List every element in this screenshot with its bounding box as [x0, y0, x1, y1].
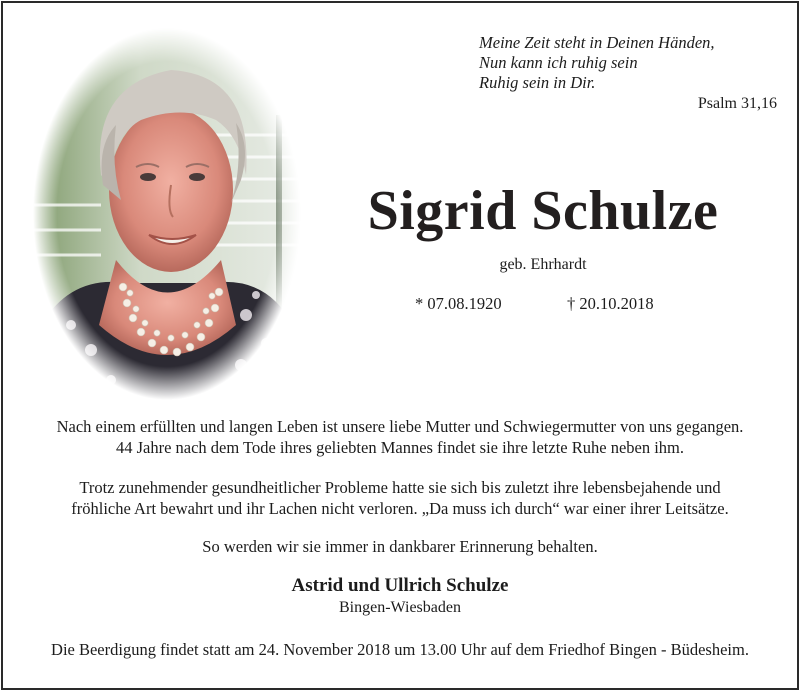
obituary-notice — [1, 1, 799, 690]
paragraph-character — [13, 477, 787, 519]
deceased-name: Sigrid Schulze — [367, 180, 719, 242]
birth-name: geb. Ehrhardt — [499, 256, 587, 273]
death-date: † 20.10.2018 — [567, 294, 654, 313]
verse-line: Meine Zeit steht in Deinen Händen, — [479, 33, 715, 52]
paragraph-remembrance — [13, 536, 787, 557]
verse-line: Nun kann ich ruhig sein — [479, 53, 638, 72]
paragraph-line: 44 Jahre nach dem Tode ihres geliebten Mannes findet sie ihre letzte Ruhe neben ihm. — [115, 438, 685, 457]
mourners-location: Bingen-Wiesbaden — [339, 599, 461, 616]
paragraph-line: So werden wir sie immer in dankbarer Erinnerung behalten. — [202, 537, 598, 556]
birth-date: * 07.08.1920 — [415, 294, 502, 313]
verse-line: Ruhig sein in Dir. — [479, 73, 596, 92]
paragraph-tribute — [13, 416, 787, 458]
verse-reference: Psalm 31,16 — [697, 95, 777, 112]
paragraph-line: Nach einem erfüllten und langen Leben ist unsere liebe Mutter und Schwiegermutter von uns gegangen. — [56, 417, 744, 436]
paragraph-line: Trotz zunehmender gesundheitlicher Probleme hatte sie sich bis zuletzt ihre lebensbejahende und — [79, 478, 721, 497]
mourners-names: Astrid und Ullrich Schulze — [291, 575, 509, 596]
paragraph-line: fröhliche Art bewahrt und ihr Lachen nicht verloren. „Da muss ich durch“ war einer ihrer Leitsätze. — [71, 499, 729, 518]
portrait-photo — [31, 25, 303, 403]
bible-verse — [479, 33, 715, 93]
funeral-info: Die Beerdigung findet statt am 24. November 2018 um 13.00 Uhr auf dem Friedhof Bingen - Büdesheim. — [51, 640, 749, 659]
